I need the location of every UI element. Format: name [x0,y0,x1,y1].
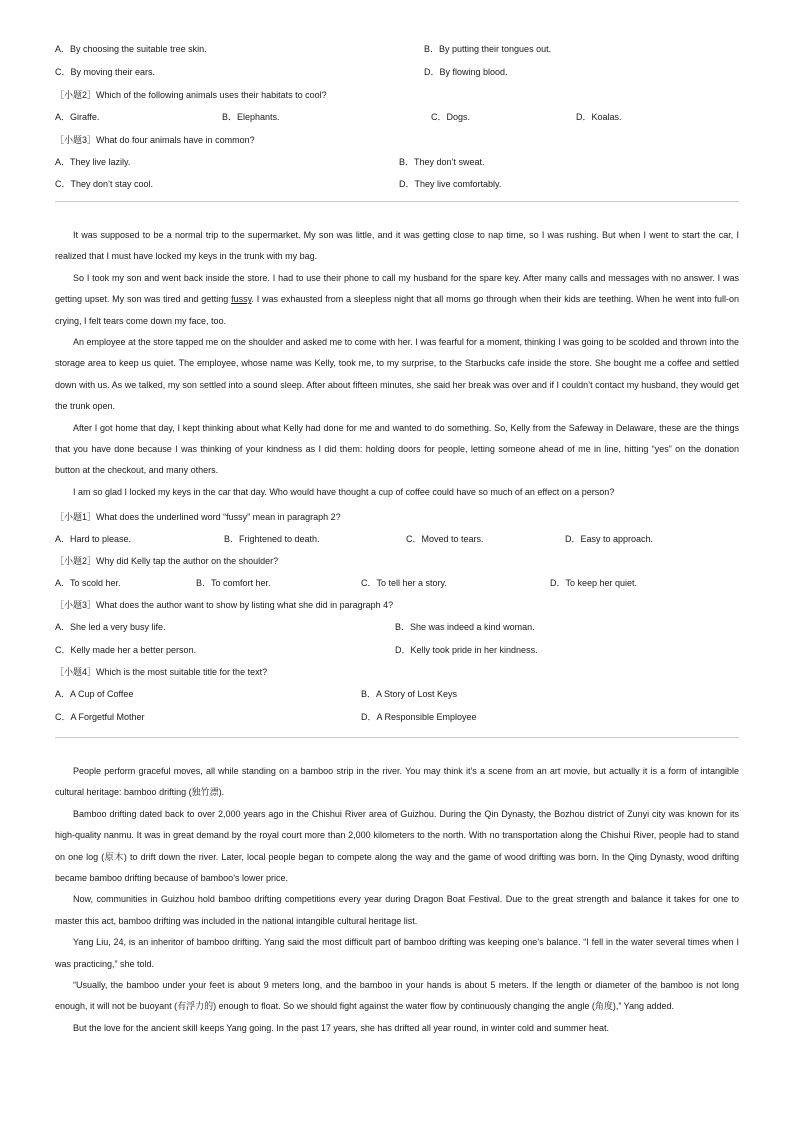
section-divider [55,737,739,738]
s1-q1-option-d[interactable]: D．By flowing blood. [424,67,508,77]
s2-q4-option-c[interactable]: C．A Forgetful Mother [55,712,145,722]
s1-question-3: ［小题3］What do four animals have in common? [55,135,255,145]
s1-q1-option-c[interactable]: C．By moving their ears. [55,67,156,77]
s3-paragraph-6: But the love for the ancient skill keeps Yang going. In the past 17 years, she has drifted all year round, in winter cold and summer heat. [73,1022,609,1033]
s2-q1-option-d[interactable]: D．Easy to approach. [565,534,654,544]
s2-paragraph-1: It was supposed to be a normal trip to the supermarket. My son was little, and it was getting close to nap time, so I was rushing. But when I went to start the car, I realized that I must have locked my keys in the trunk with my bag. [55,230,739,262]
s2-q1-option-b[interactable]: B．Frightened to death. [224,534,320,544]
s2-p2-text-before: So I took my son and went back inside the store. I had to use their phone to call my husband for the spare key. After many calls and messages with no answer. I was getting upset. My son was tired and getting [55,272,739,305]
s1-q3-option-a[interactable]: A．They live lazily. [55,157,131,167]
s2-passage [55,225,739,503]
s2-paragraph-5: I am so glad I locked my keys in the car that day. Who would have thought a cup of coffee could have so much of an effect on a person? [73,486,615,497]
s3-paragraph-3: Now, communities in Guizhou hold bamboo drifting competitions every year during Dragon Boat Festival. Due to the great strength and balance it takes for one to master this act, bamboo drifting was included in the national intangible cultural heritage list. [55,894,739,926]
section-divider [55,201,739,202]
s3-paragraph-1: People perform graceful moves, all while standing on a bamboo strip in the river. You may think it’s a scene from an art movie, but actually it is a form of intangible cultural heritage: bamboo drifting (独竹漂). [55,766,739,798]
s1-q2-option-b[interactable]: B．Elephants. [222,112,280,122]
s2-q3-option-c[interactable]: C．Kelly made her a better person. [55,645,197,655]
s3-passage [55,761,739,1039]
s2-q2-option-b[interactable]: B．To comfort her. [196,578,271,588]
s2-question-2: ［小题2］Why did Kelly tap the author on the shoulder? [55,556,279,566]
s2-question-1: ［小题1］What does the underlined word “fussy” mean in paragraph 2? [55,512,341,522]
s1-q3-option-c[interactable]: C．They don’t stay cool. [55,179,154,189]
s1-q2-option-d[interactable]: D．Koalas. [576,112,622,122]
s2-q2-option-c[interactable]: C．To tell her a story. [361,578,447,588]
s1-q3-option-d[interactable]: D．They live comfortably. [399,179,502,189]
s1-q2-option-a[interactable]: A．Giraffe. [55,112,100,122]
s3-paragraph-2: Bamboo drifting dated back to over 2,000 years ago in the Chishui River area of Guizhou. During the Qin Dynasty, the Bozhou district of Zunyi city was known for its high-quality nanmu. It was in great demand by the royal court more than 2,000 kilometers to the north. With no transportation along the Chishui River, people had to stand on one log (原木) to drift down the river. Later, local people began to compete along the way and the game of wood drifting was born. In the Qing Dynasty, wood drifting became bamboo drifting because of bamboo’s lower price. [55,808,739,884]
s2-q3-option-d[interactable]: D．Kelly took pride in her kindness. [395,645,538,655]
s3-paragraph-5: “Usually, the bamboo under your feet is about 9 meters long, and the bamboo in your hands is about 5 meters. If the length or diameter of the bamboo is not long enough, it will not be buoyant (有浮力的) enough to float. So we should fight against the water flow by continuously changing the angle (角度),” Yang added. [55,980,739,1012]
s2-p2-text-after: . I was exhausted from a sleepless night that all moms go through when their kids are teething. When he went into full-on crying, I felt tears come down my face, too. [55,294,739,326]
s2-paragraph-4: After I got home that day, I kept thinking about what Kelly had done for me and wanted to do something. So, Kelly from the Safeway in Delaware, these are the things that you have done because I was thinking of your kindness as I did them: holding doors for people, letting someone ahead of me in line, hitting “yes” on the donation button at the checkout, and many others. [55,422,739,476]
s2-question-4: ［小题4］Which is the most suitable title for the text? [55,667,268,677]
s3-paragraph-4: Yang Liu, 24, is an inheritor of bamboo drifting. Yang said the most difficult part of bamboo drifting was keeping one’s balance. “I fell in the water several times when I was practicing,” she told. [55,937,739,969]
s1-q1-option-b[interactable]: B．By putting their tongues out. [424,44,552,54]
s2-q4-option-a[interactable]: A．A Cup of Coffee [55,689,134,699]
s2-q4-option-d[interactable]: D．A Responsible Employee [361,712,477,722]
s1-q2-option-c[interactable]: C．Dogs. [431,112,471,122]
s2-question-3: ［小题3］What does the author want to show by listing what she did in paragraph 4? [55,600,394,610]
s1-q3-option-b[interactable]: B．They don’t sweat. [399,157,485,167]
s2-paragraph-3: An employee at the store tapped me on the shoulder and asked me to come with her. I was fearful for a moment, thinking I was going to be scolded and thrown into the storage area to keep us quiet. The employee, whose name was Kelly, took me, to my surprise, to the Starbucks cafe inside the store. She bought me a coffee and settled down with us. As we talked, my son settled into a sound sleep. After about fifteen minutes, she said her break was over and if I couldn’t contact my husband, they would get the trunk open. [55,337,739,412]
s2-q3-option-a[interactable]: A．She led a very busy life. [55,622,166,632]
s2-q3-option-b[interactable]: B．She was indeed a kind woman. [395,622,535,632]
s1-question-2: ［小题2］Which of the following animals uses their habitats to cool? [55,90,327,100]
s2-q2-option-a[interactable]: A．To scold her. [55,578,121,588]
s2-q1-option-a[interactable]: A．Hard to please. [55,534,132,544]
s2-q1-option-c[interactable]: C．Moved to tears. [406,534,484,544]
s2-q2-option-d[interactable]: D．To keep her quiet. [550,578,638,588]
s1-q1-option-a[interactable]: A．By choosing the suitable tree skin. [55,44,207,54]
underlined-word-fussy: fussy [231,294,252,305]
s2-q4-option-b[interactable]: B．A Story of Lost Keys [361,689,458,699]
s2-paragraph-2 [55,268,739,332]
